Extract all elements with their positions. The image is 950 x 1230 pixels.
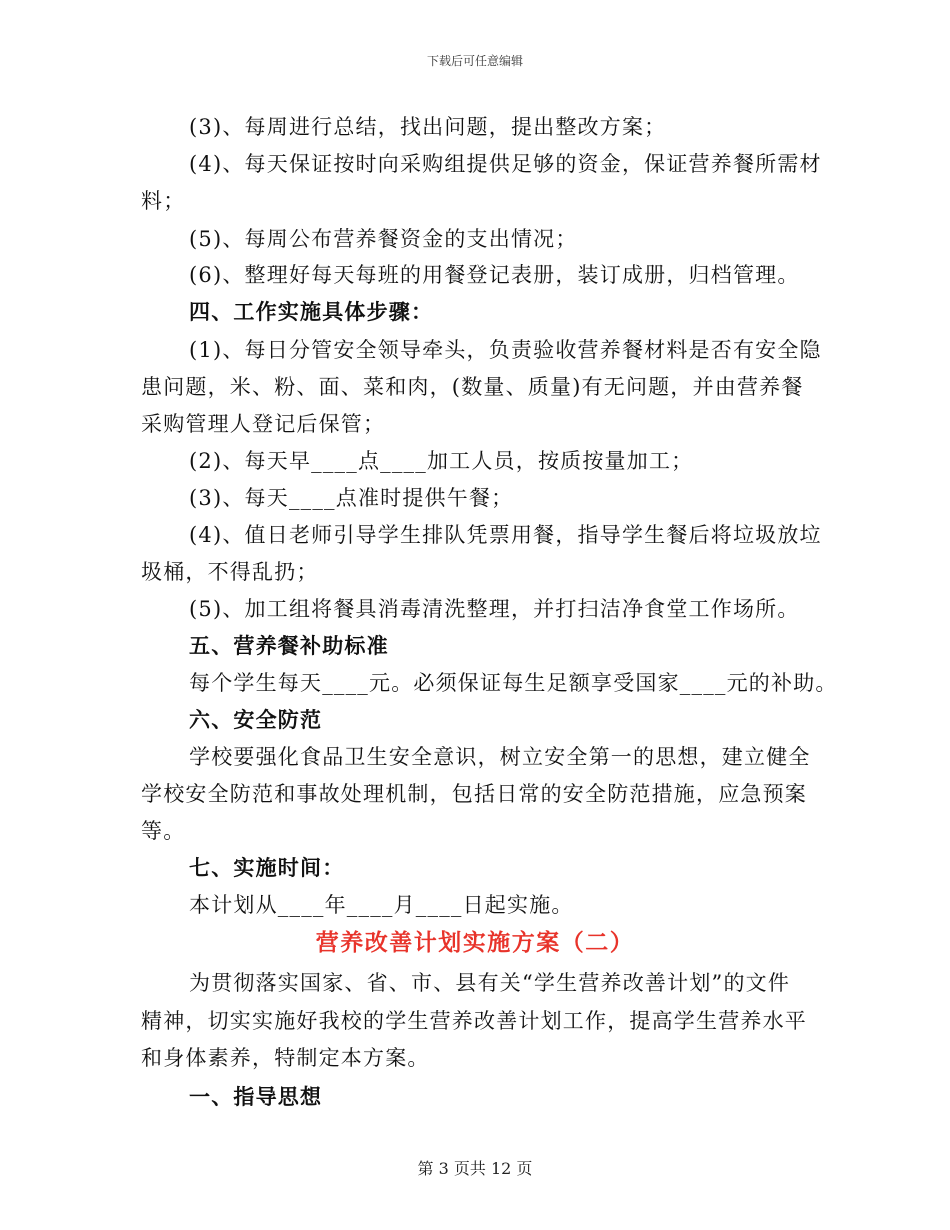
section-heading: 六、安全防范 xyxy=(189,707,323,732)
paragraph-line: (1)、每日分管安全领导牵头，负责验收营养餐材料是否有安全隐 xyxy=(189,338,822,362)
section-heading: 四、工作实施具体步骤： xyxy=(189,299,434,324)
paragraph-line: 圾桶，不得乱扔； xyxy=(141,560,319,584)
section-heading: 七、实施时间： xyxy=(189,855,345,880)
paragraph-line: 精神，切实实施好我校的学生营养改善计划工作，提高学生营养水平 xyxy=(141,1009,807,1033)
section-heading: 五、营养餐补助标准 xyxy=(189,633,389,658)
section-heading: 一、指导思想 xyxy=(189,1084,323,1109)
paragraph-line: 本计划从____年____月____日起实施。 xyxy=(189,893,574,917)
paragraph-line: (5)、每周公布营养餐资金的支出情况； xyxy=(189,227,578,251)
paragraph-line: (3)、每周进行总结，找出问题，提出整改方案； xyxy=(189,115,667,139)
paragraph-line: 学校要强化食品卫生安全意识，树立安全第一的思想，建立健全 xyxy=(189,745,811,769)
paragraph-line: (5)、加工组将餐具消毒清洗整理，并打扫洁净食堂工作场所。 xyxy=(189,597,800,621)
section-title: 营养改善计划实施方案（二） xyxy=(315,929,635,956)
paragraph-line: 料； xyxy=(141,189,186,213)
paragraph-line: 和身体素养，特制定本方案。 xyxy=(141,1046,430,1070)
page-footer: 第 3 页共 12 页 xyxy=(417,1159,533,1178)
paragraph-line: (4)、值日老师引导学生排队凭票用餐，指导学生餐后将垃圾放垃 xyxy=(189,523,822,547)
paragraph-line: 为贯彻落实国家、省、市、县有关“学生营养改善计划”的文件 xyxy=(189,971,791,995)
paragraph-line: 采购管理人登记后保管； xyxy=(141,412,386,436)
paragraph-line: 学校安全防范和事故处理机制，包括日常的安全防范措施，应急预案 xyxy=(141,782,807,806)
paragraph-line: (3)、每天____点准时提供午餐； xyxy=(189,486,514,510)
paragraph-line: 每个学生每天____元。必须保证每生足额享受国家____元的补助。 xyxy=(189,671,838,695)
paragraph-line: (2)、每天早____点____加工人员，按质按量加工； xyxy=(189,449,694,473)
paragraph-line: (4)、每天保证按时向采购组提供足够的资金，保证营养餐所需材 xyxy=(189,152,822,176)
paragraph-line: (6)、整理好每天每班的用餐登记表册，装订成册，归档管理。 xyxy=(189,263,800,287)
paragraph-line: 等。 xyxy=(141,819,186,843)
paragraph-line: 患问题，米、粉、面、菜和肉，(数量、质量)有无问题，并由营养餐 xyxy=(141,375,804,399)
page-header: 下载后可任意编辑 xyxy=(426,54,523,68)
